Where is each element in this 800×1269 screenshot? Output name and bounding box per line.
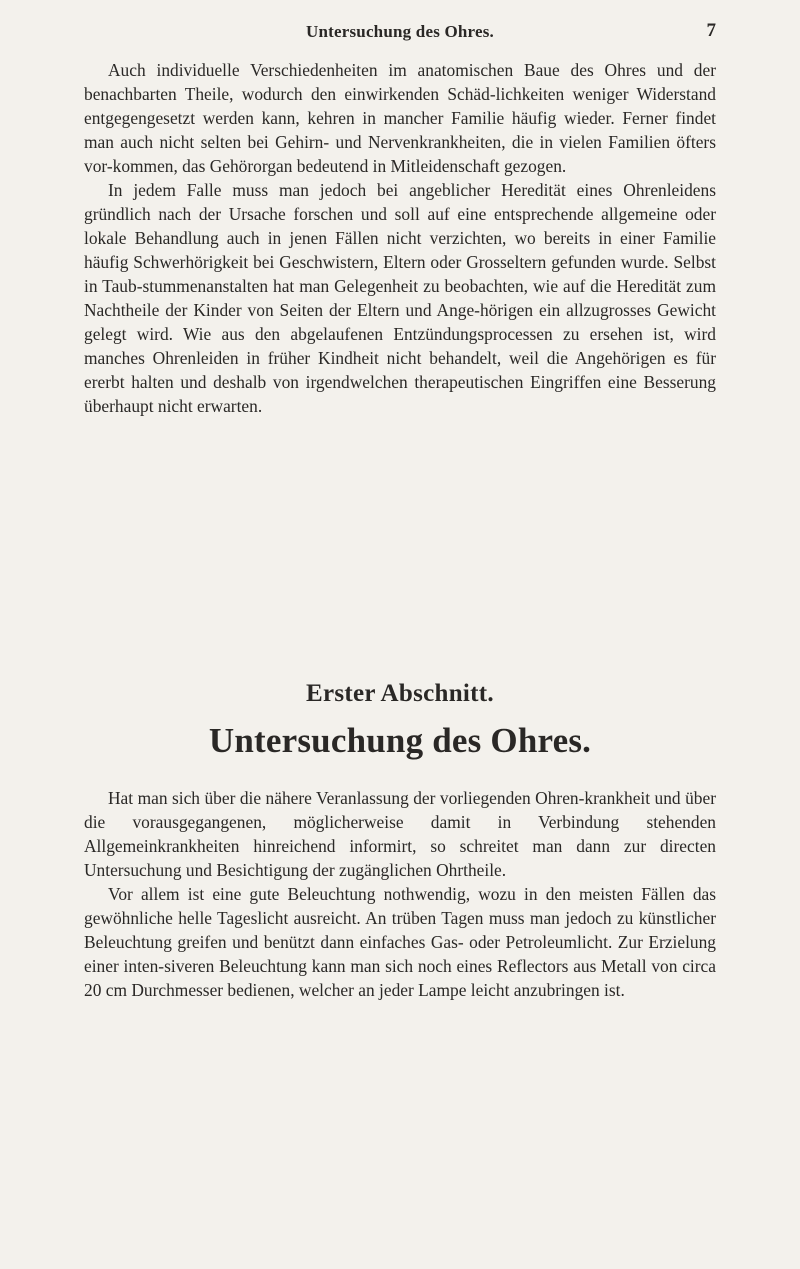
section-title: Untersuchung des Ohres. [208,721,592,760]
intro-text-block [84,58,716,418]
running-header-title: Untersuchung des Ohres. [305,22,494,41]
section-label: Erster Abschnitt. [306,680,494,707]
section-text-block [84,786,716,1002]
paragraph: Auch individuelle Verschiedenheiten im anatomischen Baue des Ohres und der benachbarten Theile, wodurch den einwirkenden Schäd-lichkeiten weniger Widerstand entgegengesetzt werden kann, kehren in mancher Familie häufig wieder. Ferner findet man auch nicht selten bei Gehirn- und Nervenkrankheiten, die in vielen Familien öfters vor-kommen, das Gehörorgan bedeutend in Mitleidenschaft gezogen. [84,60,716,176]
page-number: 7 [706,20,716,41]
paragraph: Vor allem ist eine gute Beleuchtung nothwendig, wozu in den meisten Fällen das gewöhnliche helle Tageslicht ausreicht. An trüben Tagen muss man jedoch zu künstlicher Beleuchtung greifen und benützt dann einfaches Gas- oder Petroleumlicht. Zur Erzielung einer inten-siveren Beleuchtung kann man sich noch eines Reflectors aus Metall von circa 20 cm Durchmesser bedienen, welcher an jeder Lampe leicht anzubringen ist. [84,884,716,1000]
paragraph: Hat man sich über die nähere Veranlassung der vorliegenden Ohren-krankheit und über die vorausgegangenen, möglicherweise damit in Verbindung stehenden Allgemeinkrankheiten hinreichend informirt, so schreitet man dann zur directen Untersuchung und Besichtigung der zugänglichen Ohrtheile. [84,788,716,880]
paragraph: In jedem Falle muss man jedoch bei angeblicher Heredität eines Ohrenleidens gründlich nach der Ursache forschen und soll auf eine entsprechende allgemeine oder lokale Behandlung auch in jenen Fällen nicht verzichten, wo bereits in einer Familie häufig Schwerhörigkeit bei Geschwistern, Eltern oder Grosseltern gefunden wurde. Selbst in Taub-stummenanstalten hat man Gelegenheit zu beobachten, wie auf die Heredität zum Nachtheile der Kinder von Seiten der Eltern und Ange-hörigen ein allzugrosses Gewicht gelegt wird. Wie aus den abgelaufenen Entzündungsprocessen zu ersehen ist, wird manches Ohrenleiden in früher Kindheit nicht behandelt, weil die Angehörigen es für ererbt halten und deshalb von irgendwelchen therapeutischen Eingriffen eine Besserung überhaupt nicht erwarten. [84,180,716,416]
